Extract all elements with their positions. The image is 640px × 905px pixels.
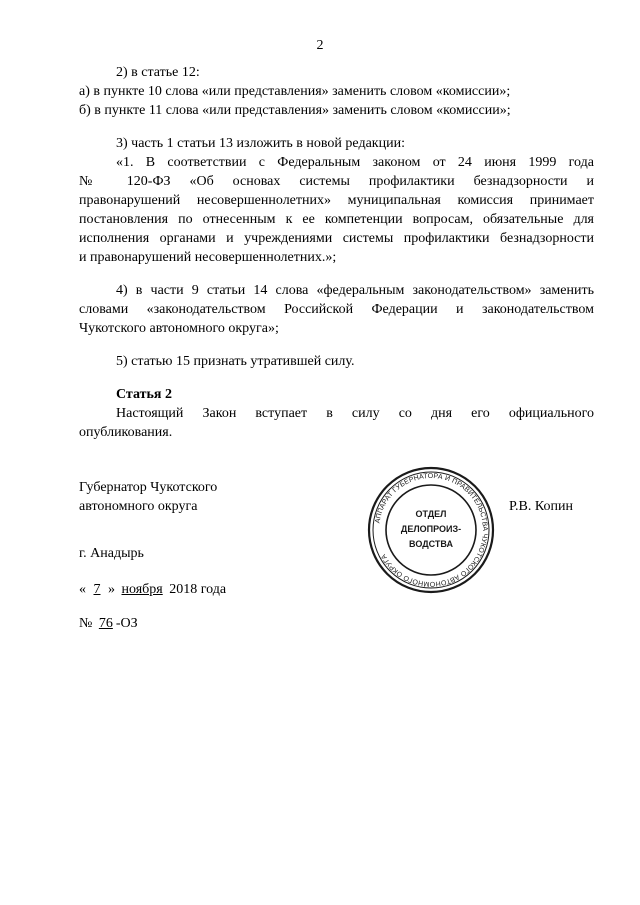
text-line: постановления по отнесенным к ее компетенции вопросам, обязательные для (79, 212, 594, 227)
text-line: Настоящий Закон вступает в силу со дня его официального (116, 406, 594, 421)
text-line: Чукотского автономного округа»; (79, 321, 279, 336)
signature-title (79, 478, 217, 516)
stamp-center-line: ДЕЛОПРОИЗ- (400, 524, 462, 534)
law-number-value: 76 (98, 616, 113, 631)
text-line: 2) в статье 12: (116, 65, 200, 80)
document-body (79, 63, 594, 442)
text-line: 4) в части 9 статьи 14 слова «федеральным законодательством» заменить (116, 283, 594, 298)
text-line: и правонарушений несовершеннолетних.»; (79, 250, 337, 265)
stamp-center-line: ОТДЕЛ (415, 509, 447, 519)
stamp-outer-text: АППАРАТ ГУБЕРНАТОРА И ПРАВИТЕЛЬСТВА ЧУКОТСКОГО АВТОНОМНОГО ОКРУГА (374, 472, 489, 588)
text-line: словами «законодательством Российской Федерации и законодательством (79, 302, 594, 317)
text-line: исполнения органами и учреждениями системы профилактики безнадзорности (79, 231, 594, 246)
text-line: 3) часть 1 статьи 13 изложить в новой редакции: (116, 136, 405, 151)
text-line: № 120-ФЗ «Об основах системы профилактики безнадзорности и (79, 174, 594, 189)
official-stamp (366, 465, 496, 595)
text-line: 5) статью 15 признать утратившей силу. (116, 354, 355, 369)
city: г. Анадырь (79, 546, 144, 561)
text-line: опубликования. (79, 425, 173, 440)
text-line: «1. В соответствии с Федеральным законом от 24 июня 1999 года (116, 155, 594, 170)
article-2 (79, 385, 594, 442)
signature-title-line: автономного округа (79, 499, 198, 514)
page-number: 2 (316, 38, 324, 53)
paragraph-article13 (79, 134, 594, 267)
date-day: 7 (93, 582, 101, 597)
article-heading: Статья 2 (116, 387, 172, 402)
paragraph-article15 (79, 352, 594, 371)
date-month: ноября (121, 582, 163, 597)
text-line: б) в пункте 11 слова «или представления» заменить словом «комиссии»; (79, 103, 511, 118)
text-line: а) в пункте 10 слова «или представления» заменить словом «комиссии»; (79, 84, 511, 99)
law-number: № 76 -ОЗ (79, 616, 138, 631)
date-year: 2018 года (169, 582, 227, 597)
paragraph-article12 (79, 63, 594, 120)
signatory-name: Р.В. Копин (509, 499, 573, 514)
signing-date: « 7 » ноября 2018 года (79, 582, 227, 597)
text-line: правонарушений несовершеннолетних» муниципальная комиссия принимает (79, 193, 594, 208)
paragraph-article14 (79, 281, 594, 338)
signature-title-line: Губернатор Чукотского (79, 480, 218, 495)
stamp-center-line: ВОДСТВА (409, 539, 453, 549)
